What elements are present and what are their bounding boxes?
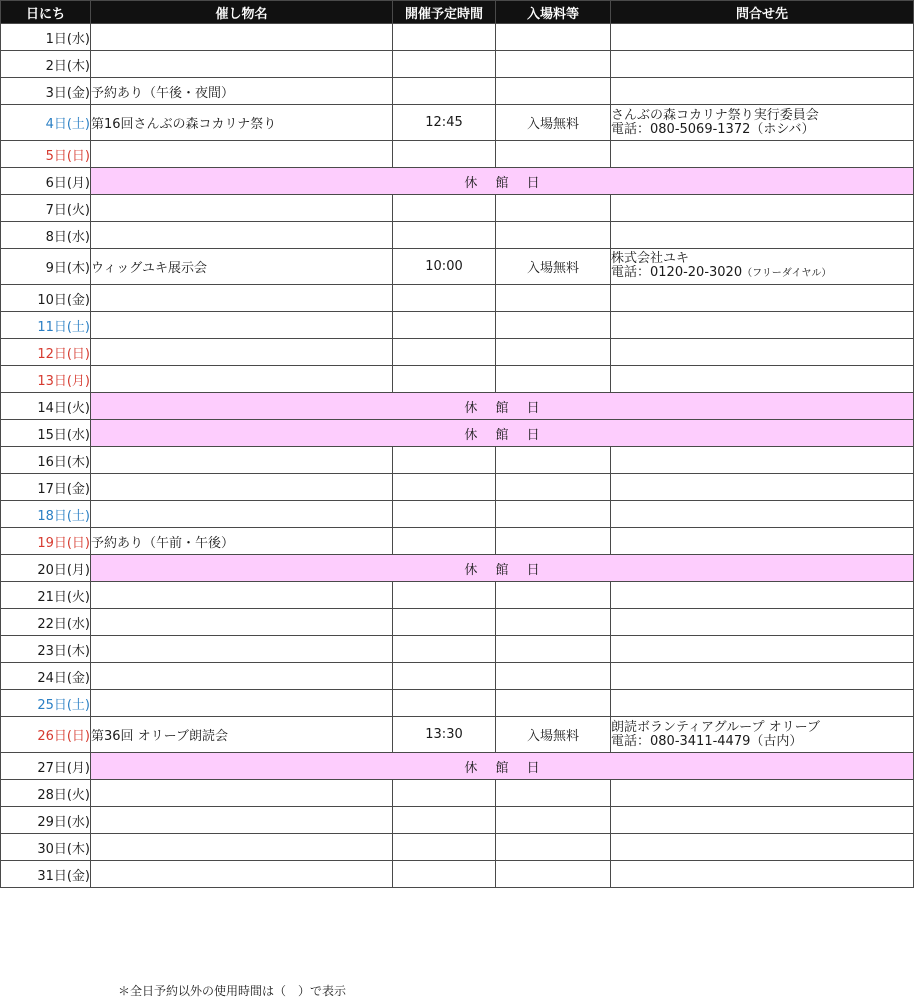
table-row <box>1 195 914 222</box>
date-cell: 17日(金) <box>1 474 91 501</box>
time-cell <box>393 447 496 474</box>
fee-cell: 入場無料 <box>496 717 611 753</box>
time-cell: 10:00 <box>393 249 496 285</box>
table-row <box>1 528 914 555</box>
date-cell: 1日(水) <box>1 24 91 51</box>
table-row <box>1 312 914 339</box>
table-row <box>1 780 914 807</box>
contact-cell <box>611 222 914 249</box>
event-name-cell: 第36回 オリーブ朗読会 <box>91 717 393 753</box>
date-cell: 28日(火) <box>1 780 91 807</box>
contact-cell <box>611 285 914 312</box>
fee-cell <box>496 78 611 105</box>
event-name-cell <box>91 285 393 312</box>
header-contact: 問合せ先 <box>611 1 914 24</box>
table-row <box>1 168 914 195</box>
contact-cell <box>611 195 914 222</box>
time-cell <box>393 366 496 393</box>
table-row <box>1 420 914 447</box>
table-row <box>1 141 914 168</box>
date-cell: 15日(水) <box>1 420 91 447</box>
time-cell <box>393 834 496 861</box>
event-name-cell <box>91 312 393 339</box>
fee-cell: 入場無料 <box>496 105 611 141</box>
fee-cell <box>496 195 611 222</box>
table-row <box>1 690 914 717</box>
contact-cell <box>611 447 914 474</box>
fee-cell <box>496 222 611 249</box>
date-cell: 19日(日) <box>1 528 91 555</box>
time-cell <box>393 609 496 636</box>
date-cell: 21日(火) <box>1 582 91 609</box>
closed-day-label: 休 館 日 <box>464 400 540 416</box>
time-cell <box>393 663 496 690</box>
time-cell: 13:30 <box>393 717 496 753</box>
table-row <box>1 51 914 78</box>
time-cell <box>393 780 496 807</box>
closed-day-label: 休 館 日 <box>464 427 540 443</box>
contact-cell <box>611 141 914 168</box>
event-name-cell <box>91 780 393 807</box>
contact-cell <box>611 312 914 339</box>
time-cell <box>393 861 496 888</box>
time-cell <box>393 141 496 168</box>
table-row <box>1 474 914 501</box>
time-cell <box>393 312 496 339</box>
contact-cell <box>611 690 914 717</box>
event-name-cell <box>91 582 393 609</box>
time-cell <box>393 582 496 609</box>
event-name-cell <box>91 609 393 636</box>
fee-cell <box>496 312 611 339</box>
contact-cell <box>611 528 914 555</box>
fee-cell <box>496 636 611 663</box>
contact-cell <box>611 717 914 753</box>
closed-day-cell <box>91 420 914 447</box>
date-cell: 23日(木) <box>1 636 91 663</box>
header-row <box>1 1 914 24</box>
event-name-cell <box>91 51 393 78</box>
fee-cell <box>496 501 611 528</box>
contact-phone: 電話：0120-20-3020 <box>611 265 743 280</box>
contact-cell <box>611 609 914 636</box>
table-row <box>1 249 914 285</box>
table-row <box>1 555 914 582</box>
fee-cell <box>496 339 611 366</box>
event-name-cell <box>91 636 393 663</box>
date-cell: 8日(水) <box>1 222 91 249</box>
event-name-cell: ウィッグユキ展示会 <box>91 249 393 285</box>
contact-cell <box>611 861 914 888</box>
event-name-cell <box>91 501 393 528</box>
contact-phone-note: （フリーダイヤル） <box>742 268 832 279</box>
date-cell: 14日(火) <box>1 393 91 420</box>
contact-phone: 電話：080-5069-1372（ホシバ） <box>611 121 815 137</box>
event-name-cell <box>91 807 393 834</box>
contact-cell <box>611 780 914 807</box>
date-cell: 11日(土) <box>1 312 91 339</box>
event-name-cell <box>91 366 393 393</box>
closed-day-cell <box>91 753 914 780</box>
table-row <box>1 447 914 474</box>
date-cell: 29日(水) <box>1 807 91 834</box>
fee-cell <box>496 834 611 861</box>
fee-cell <box>496 528 611 555</box>
table-row <box>1 753 914 780</box>
time-cell <box>393 222 496 249</box>
table-row <box>1 366 914 393</box>
time-cell <box>393 339 496 366</box>
time-cell <box>393 807 496 834</box>
fee-cell <box>496 609 611 636</box>
event-name-cell <box>91 195 393 222</box>
date-cell: 26日(日) <box>1 717 91 753</box>
contact-cell <box>611 24 914 51</box>
contact-cell <box>611 249 914 285</box>
event-name-cell <box>91 690 393 717</box>
fee-cell <box>496 780 611 807</box>
fee-cell <box>496 807 611 834</box>
table-row <box>1 717 914 753</box>
event-name-cell <box>91 24 393 51</box>
footnote: ＊全日予約以外の使用時間は（ ）で表示 <box>118 984 347 998</box>
event-name-cell <box>91 663 393 690</box>
fee-cell <box>496 51 611 78</box>
date-cell: 22日(水) <box>1 609 91 636</box>
date-cell: 6日(月) <box>1 168 91 195</box>
table-row <box>1 24 914 51</box>
date-cell: 4日(土) <box>1 105 91 141</box>
contact-phone-line <box>611 123 913 137</box>
contact-cell <box>611 105 914 141</box>
table-row <box>1 285 914 312</box>
event-name-cell <box>91 447 393 474</box>
contact-cell <box>611 51 914 78</box>
header-fee: 入場料等 <box>496 1 611 24</box>
table-row <box>1 78 914 105</box>
closed-day-label: 休 館 日 <box>464 760 540 776</box>
time-cell <box>393 528 496 555</box>
table-row <box>1 501 914 528</box>
event-name-cell <box>91 834 393 861</box>
contact-organization: さんぶの森コカリナ祭り実行委員会 <box>611 107 819 123</box>
contact-phone: 電話：080-3411-4479（古内） <box>611 733 803 749</box>
closed-day-label: 休 館 日 <box>464 562 540 578</box>
table-row <box>1 861 914 888</box>
contact-cell <box>611 366 914 393</box>
event-name-cell: 第16回さんぶの森コカリナ祭り <box>91 105 393 141</box>
contact-cell <box>611 78 914 105</box>
fee-cell <box>496 141 611 168</box>
header-date: 日にち <box>1 1 91 24</box>
table-row <box>1 663 914 690</box>
time-cell <box>393 285 496 312</box>
date-cell: 10日(金) <box>1 285 91 312</box>
date-cell: 13日(月) <box>1 366 91 393</box>
fee-cell <box>496 24 611 51</box>
contact-cell <box>611 807 914 834</box>
date-cell: 31日(金) <box>1 861 91 888</box>
table-row <box>1 609 914 636</box>
event-name-cell: 予約あり（午後・夜間） <box>91 78 393 105</box>
closed-day-label: 休 館 日 <box>464 175 540 191</box>
closed-day-cell <box>91 168 914 195</box>
time-cell <box>393 636 496 663</box>
contact-cell <box>611 339 914 366</box>
date-cell: 5日(日) <box>1 141 91 168</box>
closed-day-cell <box>91 555 914 582</box>
date-cell: 7日(火) <box>1 195 91 222</box>
contact-phone-line <box>611 735 913 749</box>
contact-organization: 株式会社ユキ <box>611 251 690 266</box>
date-cell: 25日(土) <box>1 690 91 717</box>
contact-cell <box>611 834 914 861</box>
table-row <box>1 807 914 834</box>
fee-cell <box>496 285 611 312</box>
table-row <box>1 222 914 249</box>
date-cell: 20日(月) <box>1 555 91 582</box>
table-row <box>1 834 914 861</box>
table-row <box>1 105 914 141</box>
event-name-cell <box>91 474 393 501</box>
time-cell <box>393 51 496 78</box>
fee-cell <box>496 861 611 888</box>
date-cell: 27日(月) <box>1 753 91 780</box>
event-name-cell <box>91 339 393 366</box>
contact-cell <box>611 501 914 528</box>
fee-cell <box>496 582 611 609</box>
table-row <box>1 393 914 420</box>
contact-organization: 朗読ボランティアグループ オリーブ <box>611 719 821 735</box>
contact-cell <box>611 636 914 663</box>
event-name-cell <box>91 861 393 888</box>
time-cell <box>393 690 496 717</box>
table-row <box>1 339 914 366</box>
contact-phone-line <box>611 266 913 281</box>
date-cell: 2日(木) <box>1 51 91 78</box>
time-cell <box>393 78 496 105</box>
fee-cell <box>496 663 611 690</box>
date-cell: 9日(木) <box>1 249 91 285</box>
date-cell: 3日(金) <box>1 78 91 105</box>
event-name-cell <box>91 222 393 249</box>
header-time: 開催予定時間 <box>393 1 496 24</box>
date-cell: 12日(日) <box>1 339 91 366</box>
table-row <box>1 582 914 609</box>
table-row <box>1 636 914 663</box>
time-cell: 12:45 <box>393 105 496 141</box>
fee-cell: 入場無料 <box>496 249 611 285</box>
date-cell: 18日(土) <box>1 501 91 528</box>
time-cell <box>393 24 496 51</box>
time-cell <box>393 474 496 501</box>
fee-cell <box>496 690 611 717</box>
event-name-cell: 予約あり（午前・午後） <box>91 528 393 555</box>
schedule-body <box>1 24 914 888</box>
fee-cell <box>496 447 611 474</box>
time-cell <box>393 195 496 222</box>
contact-cell <box>611 474 914 501</box>
closed-day-cell <box>91 393 914 420</box>
contact-cell <box>611 582 914 609</box>
contact-cell <box>611 663 914 690</box>
event-name-cell <box>91 141 393 168</box>
fee-cell <box>496 474 611 501</box>
fee-cell <box>496 366 611 393</box>
time-cell <box>393 501 496 528</box>
date-cell: 16日(木) <box>1 447 91 474</box>
header-event-name: 催し物名 <box>91 1 393 24</box>
date-cell: 30日(木) <box>1 834 91 861</box>
date-cell: 24日(金) <box>1 663 91 690</box>
